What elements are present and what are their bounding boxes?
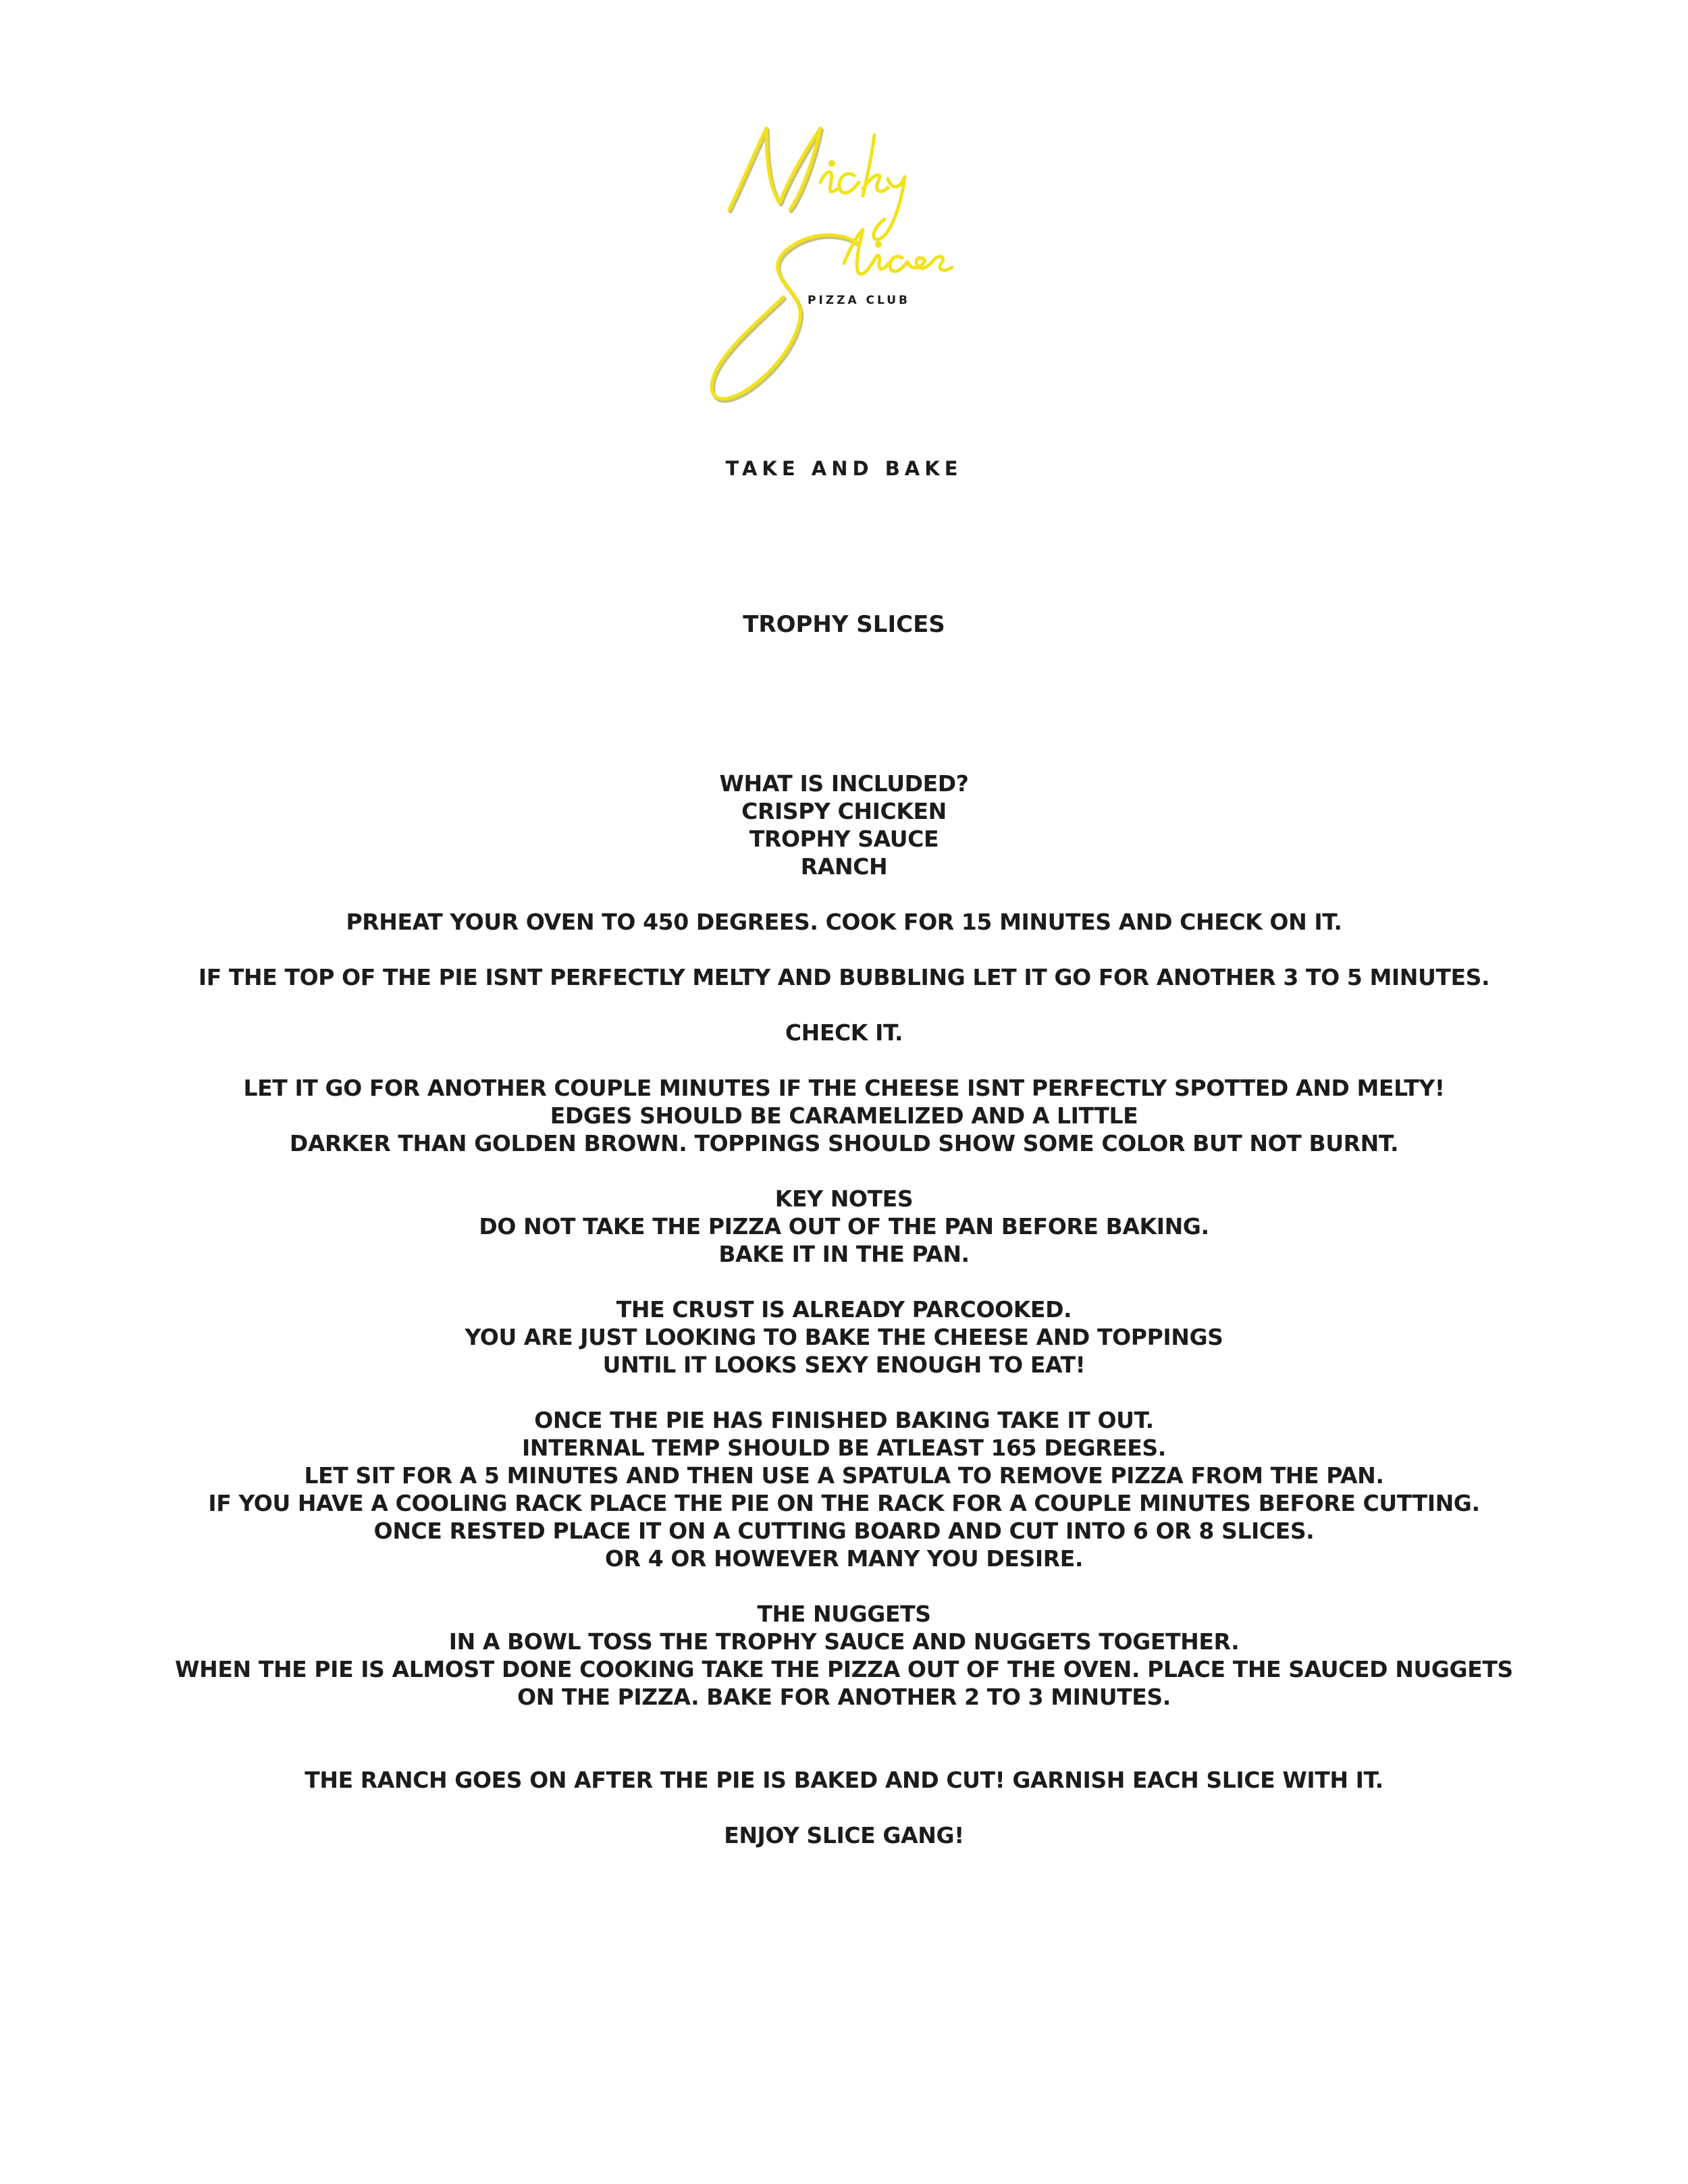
check-step bbox=[0, 1019, 1688, 1046]
nuggets-heading: THE NUGGETS bbox=[757, 1601, 931, 1627]
crust-line: YOU ARE JUST LOOKING TO BAKE THE CHEESE AND TOPPINGS bbox=[465, 1324, 1223, 1350]
brand-logo bbox=[682, 101, 966, 439]
svg-text:PIZZA CLUB: PIZZA CLUB bbox=[808, 294, 910, 307]
included-item: CRISPY CHICKEN bbox=[741, 798, 947, 824]
signoff bbox=[0, 1821, 1688, 1849]
finishing-line: ONCE THE PIE HAS FINISHED BAKING TAKE IT OUT. bbox=[534, 1407, 1154, 1433]
check-text: CHECK IT. bbox=[785, 1019, 903, 1046]
finishing-line: IF YOU HAVE A COOLING RACK PLACE THE PIE ON THE RACK FOR A COUPLE MINUTES BEFORE CUTTING. bbox=[208, 1490, 1480, 1516]
subtitle: TAKE AND BAKE bbox=[725, 457, 963, 480]
extra-time-step bbox=[0, 963, 1688, 991]
page-title: TROPHY SLICES bbox=[743, 611, 945, 638]
ranch-text: THE RANCH GOES ON AFTER THE PIE IS BAKED AND CUT! GARNISH EACH SLICE WITH IT. bbox=[305, 1767, 1383, 1793]
signoff-text: ENJOY SLICE GANG! bbox=[724, 1822, 964, 1848]
nuggets-line: ON THE PIZZA. BAKE FOR ANOTHER 2 TO 3 MINUTES. bbox=[517, 1684, 1171, 1710]
extra-time-text: IF THE TOP OF THE PIE ISNT PERFECTLY MELTY AND BUBBLING LET IT GO FOR ANOTHER 3 TO 5 MINUTES. bbox=[198, 964, 1490, 990]
crust-line: UNTIL IT LOOKS SEXY ENOUGH TO EAT! bbox=[602, 1352, 1086, 1378]
crust-section bbox=[0, 1296, 1688, 1379]
included-section bbox=[0, 770, 1688, 880]
doneness-line: EDGES SHOULD BE CARAMELIZED AND A LITTLE bbox=[550, 1102, 1138, 1129]
nuggets-line: IN A BOWL TOSS THE TROPHY SAUCE AND NUGGETS TOGETHER. bbox=[448, 1628, 1240, 1655]
included-heading: WHAT IS INCLUDED? bbox=[719, 770, 969, 797]
key-notes-line: DO NOT TAKE THE PIZZA OUT OF THE PAN BEFORE BAKING. bbox=[479, 1213, 1209, 1240]
finishing-line: ONCE RESTED PLACE IT ON A CUTTING BOARD AND CUT INTO 6 OR 8 SLICES. bbox=[373, 1518, 1315, 1544]
ranch-step bbox=[0, 1766, 1688, 1794]
finishing-line: INTERNAL TEMP SHOULD BE ATLEAST 165 DEGREES. bbox=[522, 1435, 1166, 1461]
preheat-text: PRHEAT YOUR OVEN TO 450 DEGREES. COOK FOR 15 MINUTES AND CHECK ON IT. bbox=[346, 909, 1342, 935]
nuggets-section bbox=[0, 1600, 1688, 1711]
recipe-instructions bbox=[0, 770, 1688, 1877]
included-item: TROPHY SAUCE bbox=[749, 826, 939, 852]
doneness-line: DARKER THAN GOLDEN BROWN. TOPPINGS SHOULD SHOW SOME COLOR BUT NOT BURNT. bbox=[289, 1130, 1399, 1156]
finishing-line: OR 4 OR HOWEVER MANY YOU DESIRE. bbox=[604, 1545, 1084, 1572]
key-notes-section bbox=[0, 1185, 1688, 1268]
included-item: RANCH bbox=[800, 853, 888, 880]
crust-line: THE CRUST IS ALREADY PARCOOKED. bbox=[616, 1296, 1072, 1323]
key-notes-line: BAKE IT IN THE PAN. bbox=[718, 1241, 970, 1267]
nuggets-line: WHEN THE PIE IS ALMOST DONE COOKING TAKE THE PIZZA OUT OF THE OVEN. PLACE THE SAUCED NUGGETS bbox=[175, 1656, 1513, 1682]
preheat-step bbox=[0, 908, 1688, 936]
key-notes-heading: KEY NOTES bbox=[774, 1186, 914, 1212]
finishing-section bbox=[0, 1406, 1688, 1572]
doneness-line: LET IT GO FOR ANOTHER COUPLE MINUTES IF THE CHEESE ISNT PERFECTLY SPOTTED AND MELTY! bbox=[243, 1075, 1445, 1101]
finishing-line: LET SIT FOR A 5 MINUTES AND THEN USE A SPATULA TO REMOVE PIZZA FROM THE PAN. bbox=[304, 1462, 1384, 1489]
doneness-section bbox=[0, 1074, 1688, 1157]
